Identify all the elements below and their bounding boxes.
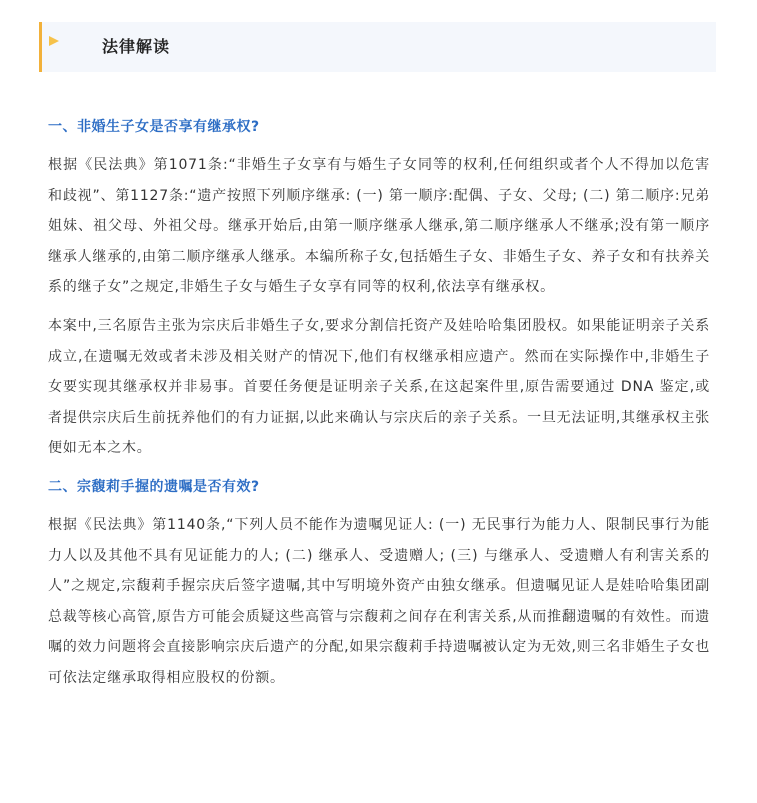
section-heading-2: 二、宗馥莉手握的遗嘱是否有效? [48, 478, 260, 495]
article-body [48, 112, 710, 694]
paragraph: 根据《民法典》第1071条:“非婚生子女享有与婚生子女同等的权利,任何组织或者个人不得加以危害和歧视”、第1127条:“遗产按照下列顺序继承: (一) 第一顺序:配偶、子女、父母; (二) 第二顺序:兄弟姐妹、祖父母、外祖父母。继承开始后,由第一顺序继承人继承,第二顺序继承人不继承;没有第一顺序继承人继承的,由第二顺序继承人继承。本编所称子女,包括婚生子女、非婚生子女、养子女和有扶养关系的继子女”之规定,非婚生子女与婚生子女享有同等的权利,依法享有继承权。 [48, 157, 710, 296]
paragraph: 本案中,三名原告主张为宗庆后非婚生子女,要求分割信托资产及娃哈哈集团股权。如果能证明亲子关系成立,在遗嘱无效或者未涉及相关财产的情况下,他们有权继承相应遗产。然而在实际操作中,非婚生子女要实现其继承权并非易事。首要任务便是证明亲子关系,在这起案件里,原告需要通过 DNA 鉴定,或者提供宗庆后生前抚养他们的有力证据,以此来确认与宗庆后的亲子关系。一旦无法证明,其继承权主张便如无本之木。 [48, 317, 710, 457]
section-header [39, 22, 716, 72]
header-title: 法律解读 [102, 37, 171, 56]
section-heading-1: 一、非婚生子女是否享有继承权? [48, 119, 260, 135]
paragraph: 根据《民法典》第1140条,“下列人员不能作为遗嘱见证人: (一) 无民事行为能力人、限制民事行为能力人以及其他不具有见证能力的人; (二) 继承人、受遗赠人; (三) 与继承人、受遗赠人有利害关系的人”之规定,宗馥莉手握宗庆后签字遗嘱,其中写明境外资产由独女继承。但遗嘱见证人是娃哈哈集团副总裁等核心高管,原告方可能会质疑这些高管与宗馥莉之间存在利害关系,从而推翻遗嘱的有效性。而遗嘱的效力问题将会直接影响宗庆后遗产的分配,如果宗馥莉手持遗嘱被认定为无效,则三名非婚生子女也可依法定继承取得相应股权的份额。 [48, 516, 710, 686]
triangle-marker-icon [49, 36, 59, 46]
